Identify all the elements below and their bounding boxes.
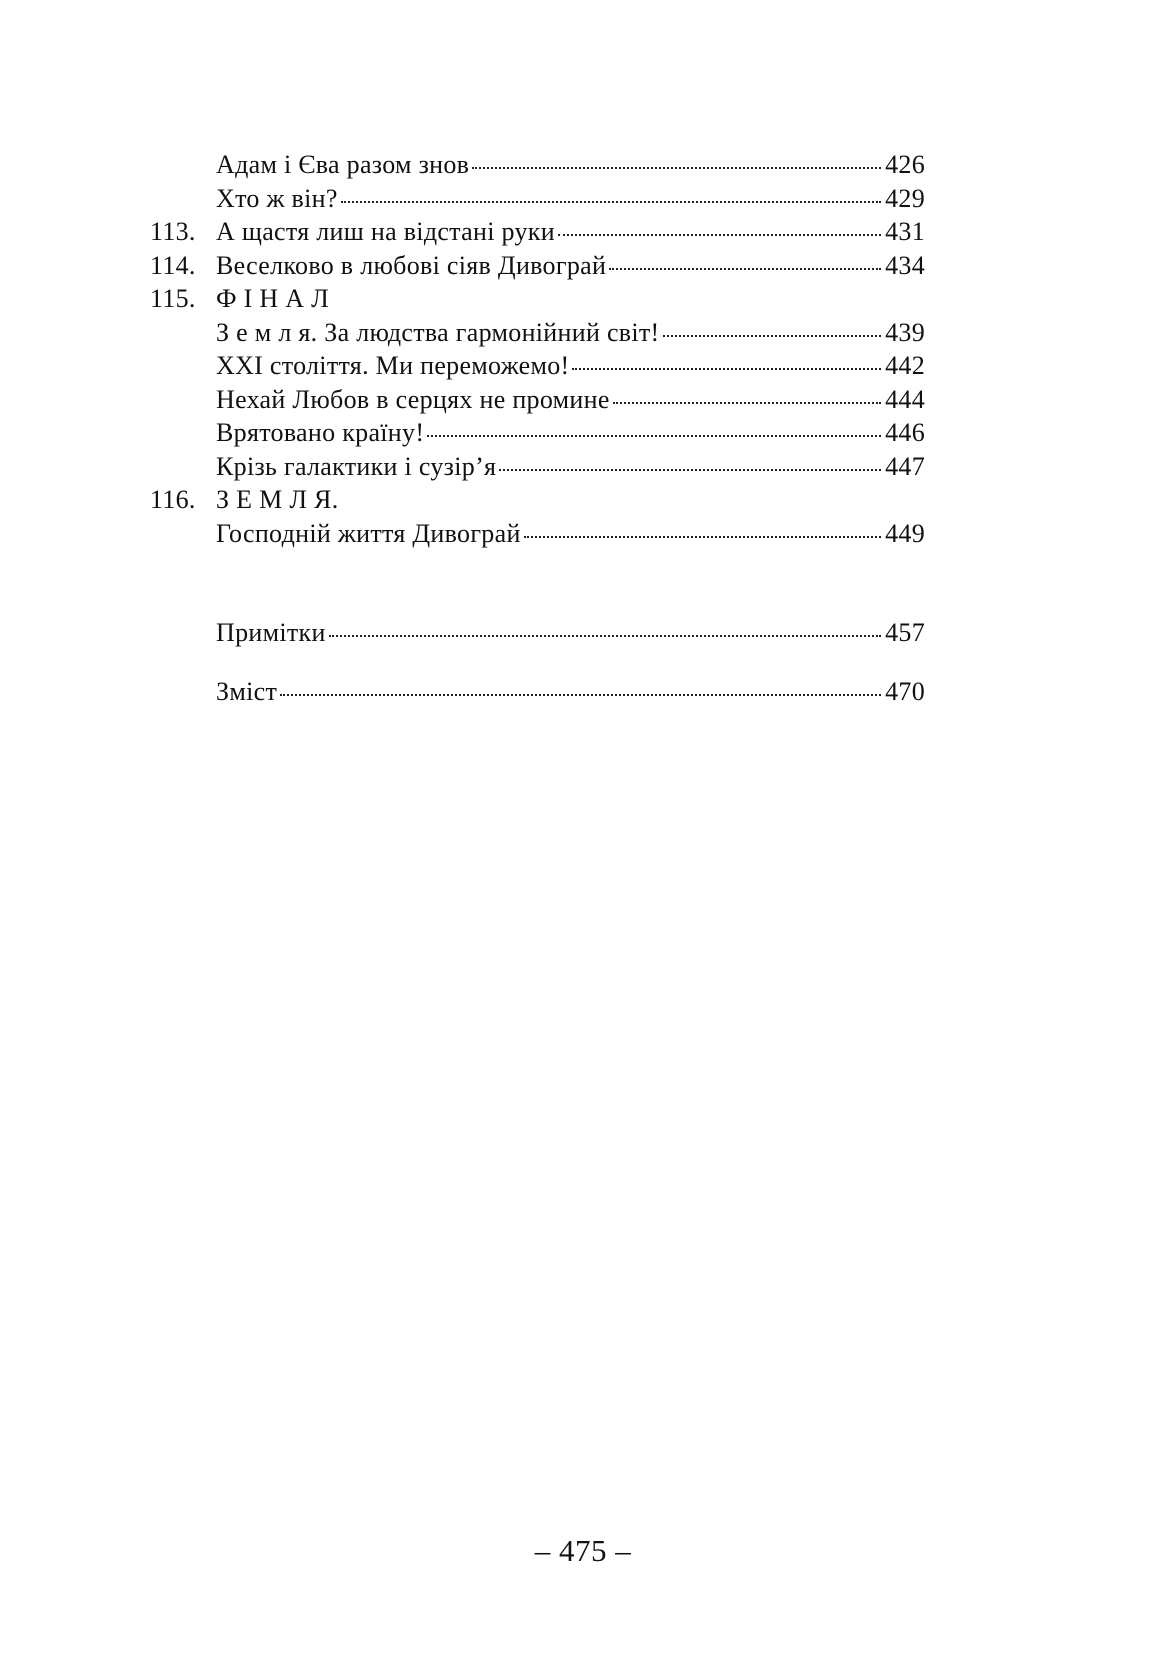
toc-chapter-number: 115. [150, 284, 196, 313]
toc-entry-title: Крізь галактики і сузір’я [216, 451, 497, 481]
dot-leader [472, 167, 881, 169]
dot-leader [427, 435, 881, 437]
toc-entry-title: Нехай Любов в серцях не промине [216, 384, 610, 414]
toc-row [150, 517, 925, 551]
toc-chapter-number: 114. [150, 250, 196, 280]
toc-entry-page: 444 [885, 384, 925, 414]
toc-entry-page: 442 [885, 351, 925, 380]
toc-row [150, 316, 925, 350]
dot-leader [280, 694, 881, 696]
toc-chapter-number: 113. [150, 217, 196, 246]
toc-row-contents [150, 675, 925, 709]
toc-entry-title: Господній життя Дивограй [216, 518, 521, 548]
toc-entry-page: 447 [885, 451, 925, 481]
table-of-contents [150, 148, 925, 708]
toc-section-heading: З Е М Л Я. [216, 485, 339, 514]
toc-entry-page: 431 [885, 217, 925, 246]
toc-section-heading: Ф І Н А Л [216, 284, 330, 313]
toc-row [150, 182, 925, 216]
toc-row [150, 483, 925, 517]
toc-row [150, 349, 925, 383]
dot-leader [341, 201, 881, 203]
toc-entry-page: 426 [885, 150, 925, 179]
toc-row [150, 383, 925, 417]
toc-row [150, 450, 925, 484]
dot-leader [558, 234, 881, 236]
toc-entry-title: Веселково в любові сіяв Дивограй [216, 250, 607, 280]
dot-leader [613, 402, 881, 404]
toc-entry-page: 429 [885, 183, 925, 213]
toc-entry-title: Зміст [216, 676, 278, 706]
page-number: – 475 – [534, 1533, 632, 1568]
toc-row [150, 215, 925, 249]
toc-entry-title: XXI століття. Ми переможемо! [216, 351, 570, 380]
toc-entry-title: Адам і Єва разом знов [216, 150, 470, 179]
toc-entry-title: Примітки [216, 618, 326, 647]
toc-row-notes [150, 616, 925, 650]
dot-leader [572, 368, 881, 370]
toc-entry-title: Врятовано країну! [216, 418, 425, 447]
toc-entry-title: Хто ж він? [216, 183, 338, 213]
dot-leader [329, 635, 881, 637]
toc-row [150, 282, 925, 316]
toc-entry-title: З е м л я. За людства гармонійний світ! [216, 317, 660, 347]
dot-leader [609, 268, 881, 270]
toc-row [150, 148, 925, 182]
toc-row [150, 249, 925, 283]
spacer [150, 550, 925, 616]
toc-entry-page: 457 [885, 618, 925, 647]
dot-leader [663, 335, 882, 337]
toc-row [150, 416, 925, 450]
toc-entry-page: 434 [885, 250, 925, 280]
toc-entry-page: 439 [885, 317, 925, 347]
dot-leader [524, 536, 881, 538]
toc-entry-title: А щастя лиш на відстані руки [216, 217, 555, 246]
dot-leader [499, 469, 881, 471]
toc-entry-page: 449 [885, 518, 925, 548]
toc-entry-page: 470 [885, 676, 925, 706]
toc-entry-page: 446 [885, 418, 925, 447]
spacer [150, 650, 925, 675]
toc-chapter-number: 116. [150, 485, 196, 514]
